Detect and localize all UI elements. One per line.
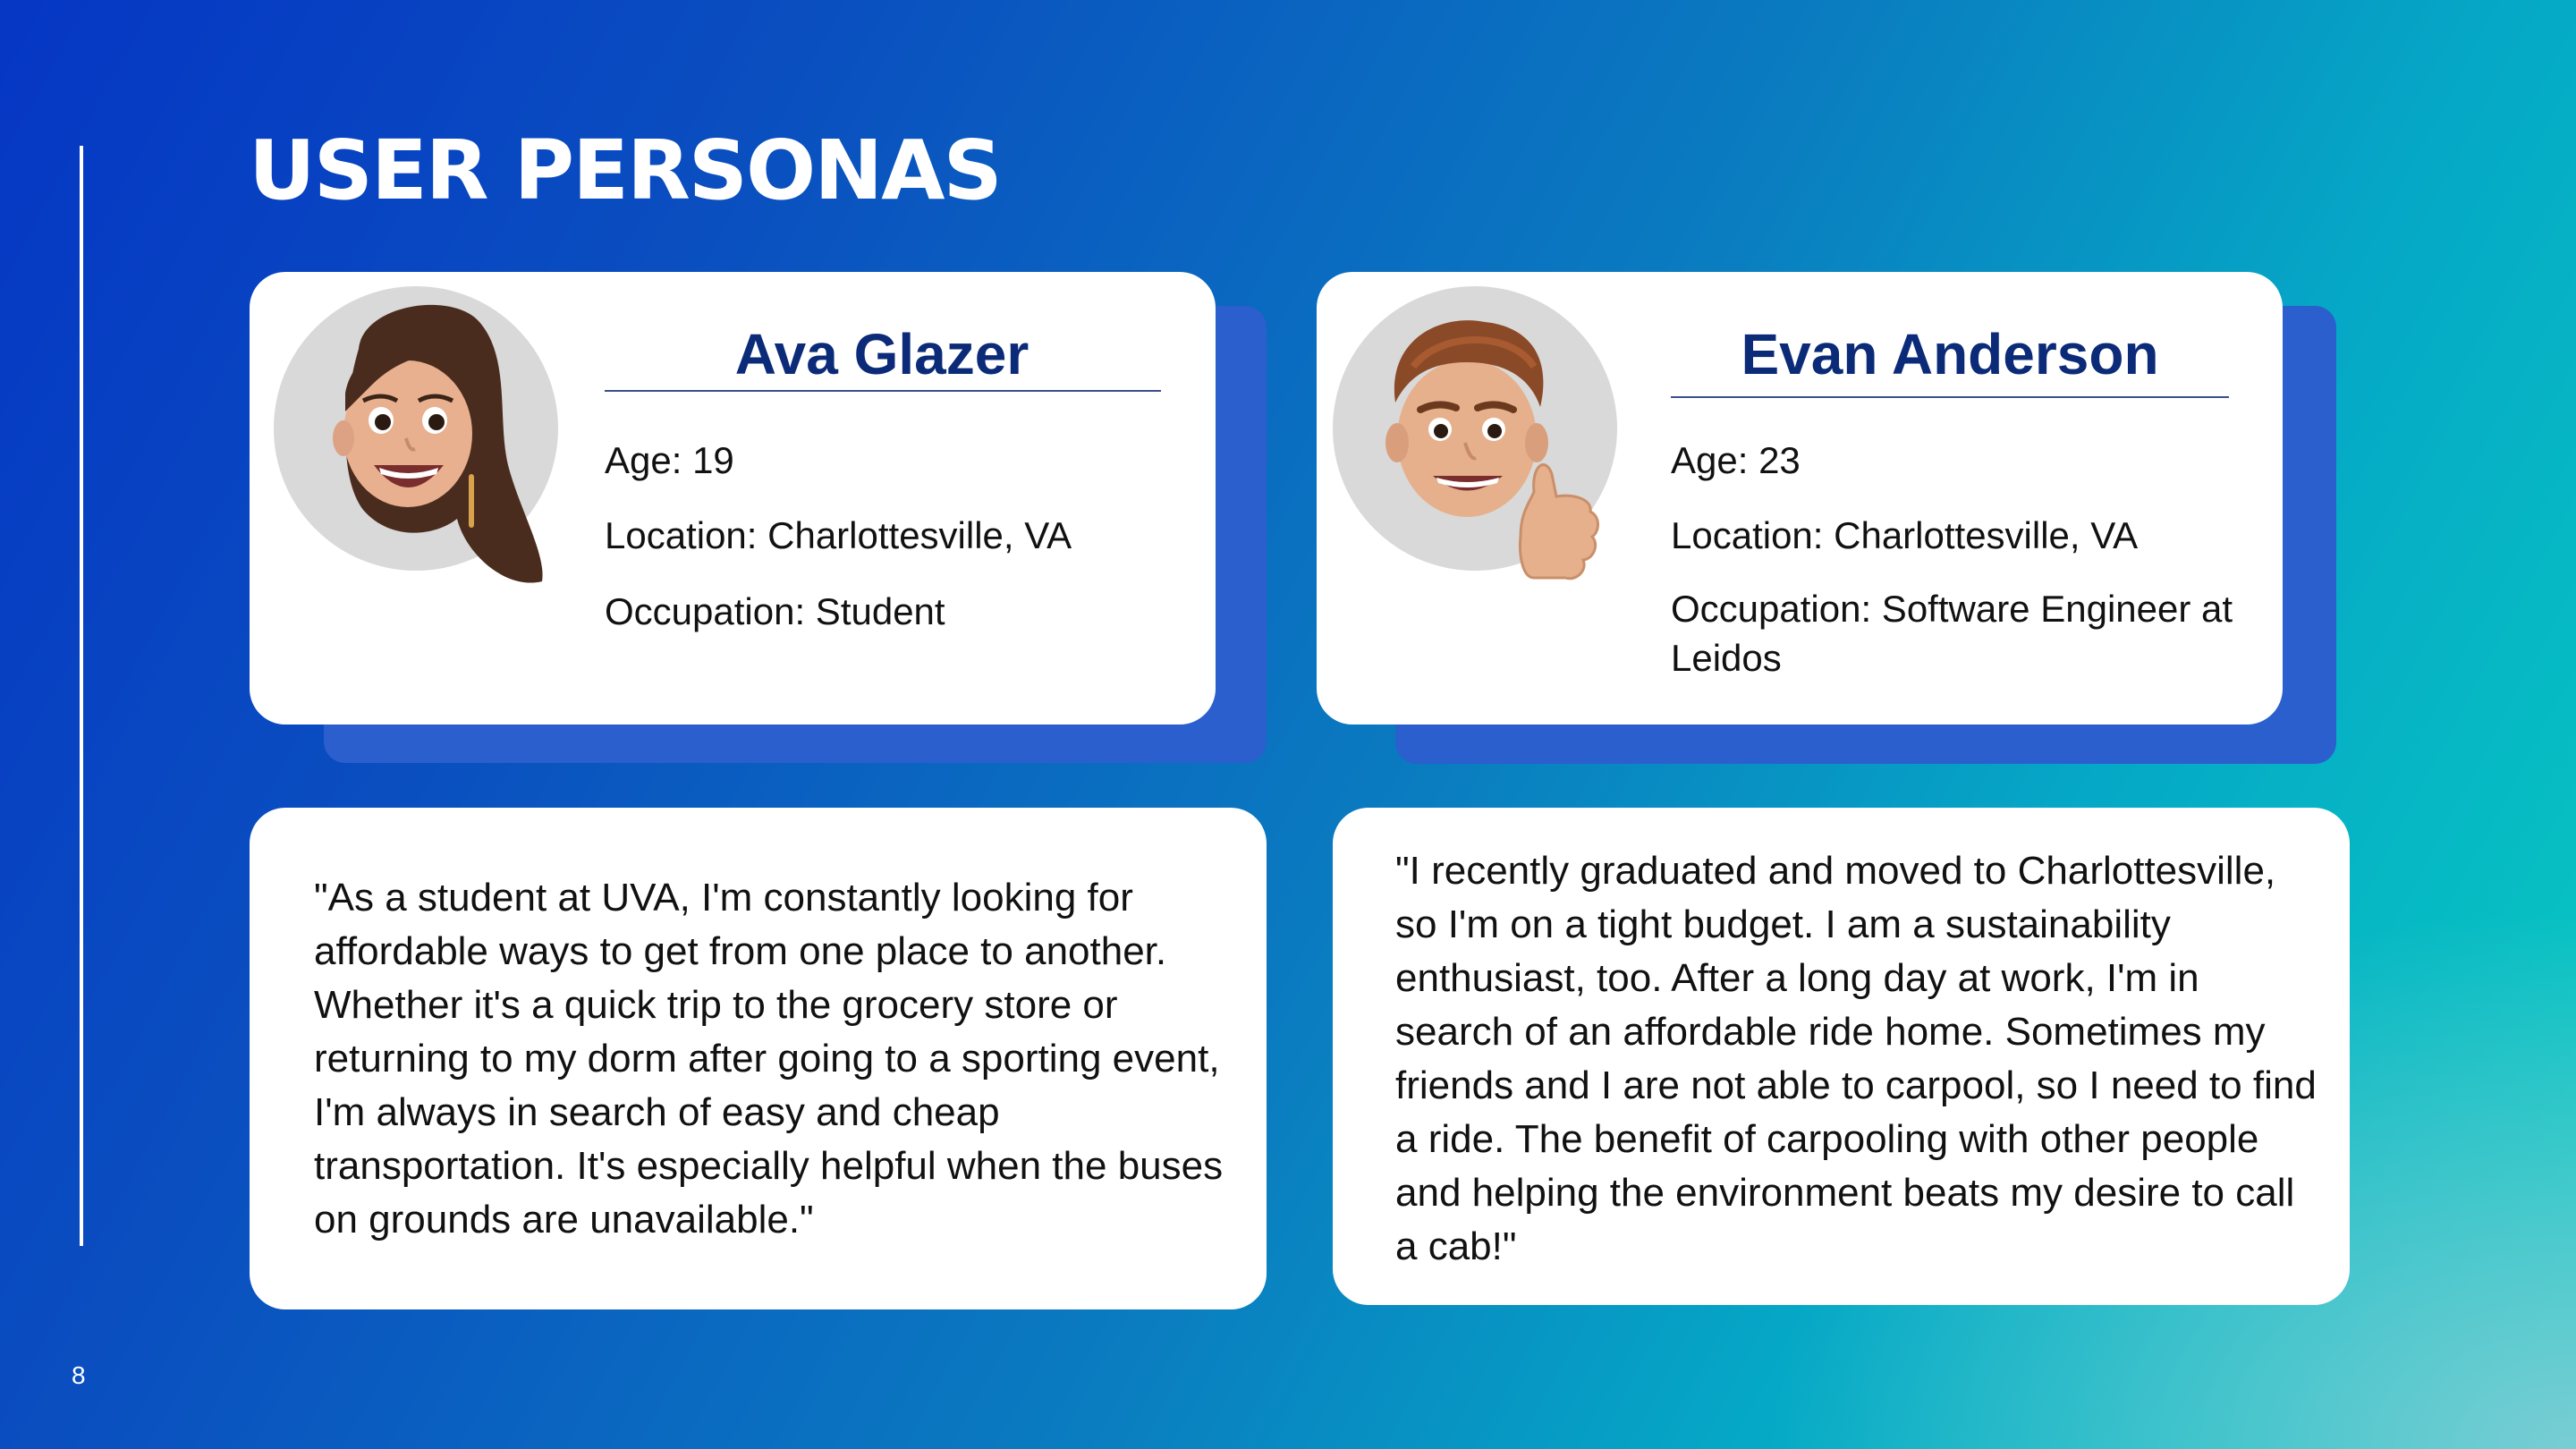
name-divider [1671, 396, 2229, 398]
persona-age: Age: 23 [1671, 439, 1801, 481]
persona-name: Evan Anderson [1741, 322, 2159, 386]
vertical-accent-line [80, 146, 83, 1246]
persona-occupation: Occupation: Software Engineer at Leidos [1671, 588, 2233, 679]
persona-quote: "I recently graduated and moved to Charlottesville, so I'm on a tight budget. I am a sustainability enthusiast, too. After a long day at work, I'm in search of an affordable ride home. Sometimes my friends and I are not able to carpool, so I need to find a ride. The benefit of carpooling with other people and helping the environment beats my desire to call a cab!" [1395, 849, 2317, 1268]
male-memoji-thumbs-up-icon [1333, 286, 1617, 571]
persona-age: Age: 19 [605, 439, 734, 481]
page-number: 8 [72, 1361, 86, 1389]
female-memoji-avatar-icon [274, 286, 558, 571]
persona-quote: "As a student at UVA, I'm constantly looking for affordable ways to get from one place to another. Whether it's a quick trip to the grocery store or returning to my dorm after going to a sporting event, I'm always in search of easy and cheap transportation. It's especially helpful when the buses on grounds are unavailable." [314, 876, 1224, 1241]
persona-occupation: Occupation: Student [605, 590, 945, 632]
page-title: USER PERSONAS [249, 123, 1001, 218]
name-divider [605, 390, 1161, 392]
persona-name: Ava Glazer [734, 322, 1030, 386]
persona-location: Location: Charlottesville, VA [605, 514, 1072, 556]
persona-location: Location: Charlottesville, VA [1671, 514, 2139, 556]
